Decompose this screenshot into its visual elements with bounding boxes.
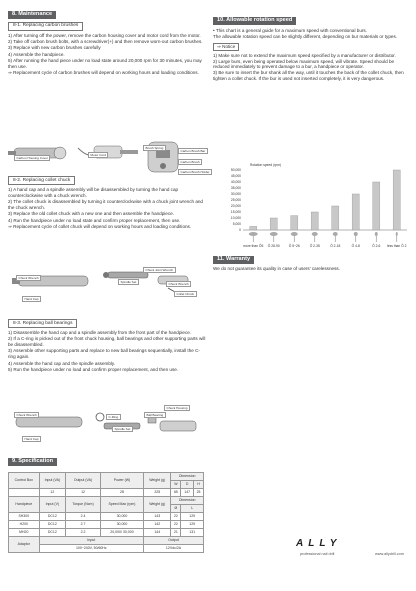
brand-website: www.allydrill.com — [375, 552, 404, 556]
bur-head-icon — [312, 232, 318, 236]
bearings-step: 3) Assemble other supporting parts and replace to new ball bearings sequentially, install the C-ring again. — [8, 348, 200, 360]
chart-bar — [373, 182, 380, 230]
chart-bar — [393, 170, 400, 230]
rotation-intro-2: The allowable rotation speed can be slightly different, depending on bur materials or types. — [213, 33, 398, 39]
table-cell: Output — [144, 537, 204, 545]
collet-steps — [8, 187, 206, 224]
y-tick-label: 40,000 — [230, 180, 241, 185]
table-cell: Adaptor — [9, 537, 40, 553]
x-tick-label: more than Ô5 — [243, 244, 264, 248]
carbon-step: 4) Assemble the handpiece. — [8, 51, 65, 57]
table-cell: D — [181, 481, 194, 489]
table-cell: 25 — [194, 489, 204, 497]
x-tick-label: less than Ô 2 — [387, 244, 407, 248]
x-tick-label: Ô 2-6 — [372, 244, 381, 248]
table-cell: H — [194, 481, 204, 489]
table-cell: 2.7 — [66, 521, 101, 529]
table-cell: Input (V) — [39, 497, 66, 513]
table-cell: DC12 — [39, 513, 66, 521]
table-row — [9, 489, 204, 497]
chart-bar — [250, 226, 257, 230]
table-cell: Dimension — [171, 497, 204, 505]
bur-head-icon — [270, 232, 278, 236]
collet-step: 2) The collet chuck is disassembled by turning it counterclockwise with a chuck joint wrench and the chuck wrench. — [8, 199, 203, 211]
carbon-step: 1) After turning off the power, remove the carbon housing cover and motor cord from the motor. — [8, 32, 201, 38]
bearings-step: 5) Run the handpiece under no load and confirm proper replacement, and then use. — [8, 366, 179, 372]
label-chuck-wrench: Chuck Wrench — [16, 275, 41, 281]
label-carbon-brush-bar: Carbon Brush Bar — [178, 148, 208, 154]
notice-label: ⇒ Notice — [213, 43, 239, 51]
chart-bar — [352, 194, 359, 230]
table-row — [9, 473, 204, 481]
label-chuck-wrench-2: Chuck Wrench — [166, 281, 191, 287]
chart-x-axis — [243, 232, 406, 248]
table-cell: Control Box — [9, 473, 40, 489]
bearings-section — [8, 316, 206, 373]
y-tick-label: 25,000 — [230, 198, 241, 203]
table-cell: 22 — [171, 521, 181, 529]
table-cell: 21 — [171, 529, 181, 537]
label-bearing-chuck-wrench: Chuck Wrench — [14, 412, 39, 418]
warranty-title: 11. Warranty — [213, 256, 254, 264]
note-arrow-icon: ⇒ — [8, 70, 14, 76]
rotation-speed-chart — [213, 160, 411, 256]
bearings-step: 2) If a C-ring is picked out of the front chuck housing, ball bearings and other supporting parts will be disassembled. — [8, 336, 206, 348]
chart-bar — [311, 212, 318, 230]
carbon-step: 2) Take off carbon brush bolts, with a screwdriver(+) and then remove worn-out carbon brushes. — [8, 39, 203, 45]
label-c-ring: C-Ring — [106, 414, 121, 420]
collet-step: 3) Replace the old collet chuck with a new one and then assemble the handpiece. — [8, 211, 174, 217]
table-row — [9, 513, 204, 521]
table-cell: H200 — [9, 521, 40, 529]
note-arrow-icon: ⇒ — [8, 223, 14, 229]
table-cell: W — [171, 481, 181, 489]
notice-item: 2) Large burs, even being operated below maximum speed, will vibrate. Speed should be reduced immediately to prevent damage to a bur, a handpiece or operator. — [213, 58, 395, 70]
notice-item: 1) Make sure not to extend the maximum speed specified by a manufacturer or distributor. — [213, 52, 396, 58]
table-cell: 30,000 — [100, 521, 143, 529]
note-arrow-icon: ⇒ — [217, 43, 223, 49]
y-tick-label: 5,000 — [232, 222, 241, 227]
maintenance-section — [8, 11, 206, 76]
rotation-title: 10. Allowable rotation speed — [213, 17, 296, 25]
spindle-set-image — [103, 272, 148, 278]
table-cell: Input (VA) — [39, 473, 66, 489]
label-collet-chuck: Collet Chuck — [174, 291, 197, 297]
y-tick-label: 10,000 — [230, 216, 241, 221]
table-cell: MH20 — [9, 529, 40, 537]
x-tick-label: Ô 2-35 — [309, 244, 320, 248]
table-cell: Input — [39, 537, 143, 545]
table-row — [9, 497, 204, 505]
label-chuck-joint-wrench: Chuck Joint Wrench — [143, 267, 176, 273]
table-cell: L — [181, 505, 204, 513]
bearings-step: 4) Assemble the hand cap and the spindle assembly. — [8, 360, 116, 366]
bur-head-icon — [333, 232, 338, 236]
brand-logo: ALLY — [296, 538, 342, 549]
label-chuck-housing: Chuck Housing — [164, 405, 190, 411]
table-cell: DC12 — [39, 521, 66, 529]
rotation-section — [213, 17, 411, 82]
table-cell: 12 — [39, 489, 66, 497]
label-hand-cap: Hand Cap — [22, 296, 41, 302]
chart-y-axis — [231, 168, 407, 232]
bearings-step: 1) Disassemble the hand cap and a spindle assembly from the front part of the handpiece. — [8, 329, 192, 335]
table-cell: Dimension — [171, 473, 204, 481]
bur-head-icon — [354, 232, 358, 236]
bearings-steps — [8, 330, 206, 373]
chart-ylabel: Rotation speed (rpm) — [250, 163, 281, 167]
table-cell: 22 — [171, 513, 181, 521]
collet-note: Replacement cycle of collet chuck will depend on working hours and loading conditions. — [13, 223, 192, 229]
table-cell: Weight (g) — [144, 497, 171, 513]
x-tick-label: Ô 2-18 — [330, 244, 341, 248]
notice-list — [213, 53, 411, 83]
table-cell: 129 — [181, 513, 204, 521]
specification-section — [8, 458, 206, 466]
collet-step: 4) Run the handpiece under no load state and confirm proper replacement, then use. — [8, 217, 181, 223]
table-cell — [9, 489, 40, 497]
table-cell: 131 — [181, 529, 204, 537]
bur-head-icon — [375, 232, 378, 236]
y-tick-label: 30,000 — [230, 192, 241, 197]
carbon-step: 3) Replace with new carbon brushes carefully — [8, 45, 101, 51]
label-carbon-brush: Carbon Brush — [178, 159, 202, 165]
label-ball-bearing: Ball Bearing — [144, 412, 166, 418]
carbon-step: 5) After running the hand piece under no load state around 20,000 rpm for 30 minutes, you may then use. — [8, 58, 202, 69]
y-tick-label: 45,000 — [230, 174, 241, 179]
y-tick-label: 35,000 — [230, 186, 241, 191]
label-carbon-housing-cover: Carbon Housing Cover — [14, 155, 50, 161]
maintenance-title: 8. Maintenance — [8, 11, 56, 19]
table-cell: Torque (Ncm) — [66, 497, 101, 513]
table-cell: 143 — [144, 513, 171, 521]
table-row — [9, 521, 204, 529]
spec-table — [8, 472, 204, 553]
table-cell: 12 — [66, 489, 101, 497]
table-cell: SH300 — [9, 513, 40, 521]
table-cell: 225 — [144, 489, 171, 497]
label-bearing-hand-cap: Hand Cap — [22, 436, 41, 442]
x-tick-label: Ô 5~26 — [288, 244, 300, 248]
table-cell: 65 — [171, 489, 181, 497]
bearing-handpiece-image — [16, 417, 82, 427]
y-tick-label: 15,000 — [230, 210, 241, 215]
warranty-text: We do not guarantee its quality in case of users' carelessness. — [213, 265, 340, 271]
chart-bar — [332, 206, 339, 230]
table-cell: Handpiece — [9, 497, 40, 513]
bur-head-icon — [396, 232, 398, 236]
bur-head-icon — [291, 232, 298, 236]
bur-head-icon — [249, 232, 258, 236]
rotation-intro-1: • This chart is a general guide for a maximum speed with conventional burs. — [213, 27, 367, 33]
table-cell: 2.4 — [66, 513, 101, 521]
table-row — [9, 537, 204, 545]
label-carbon-brush-holder: Carbon Brush Holder — [178, 169, 212, 175]
table-cell: Ø — [171, 505, 181, 513]
table-cell: 100~240V, 50/60Hz — [39, 545, 143, 553]
carbon-subtitle: 8-1. Replacing carbon brushes — [8, 22, 83, 31]
x-tick-label: Ô 4-8 — [351, 244, 360, 248]
chart-bar — [270, 218, 277, 230]
table-cell: Output (VA) — [66, 473, 101, 489]
specification-title: 9. Specification — [8, 458, 57, 466]
table-cell: Speed Max (rpm) — [100, 497, 143, 513]
table-cell: 147 — [181, 489, 194, 497]
y-tick-label: 50,000 — [230, 168, 241, 173]
carbon-note: Replacement cycle of carbon brushes will depend on working hours and loading conditions. — [13, 70, 199, 76]
table-cell: Power (W) — [100, 473, 143, 489]
bearings-subtitle: 8-3. Replacing ball bearings — [8, 319, 77, 328]
label-bearing-spindle-set: Spindle Set — [112, 426, 133, 432]
table-cell: 144 — [144, 529, 171, 537]
table-cell: DC12 — [39, 529, 66, 537]
collet-subtitle: 8-2. Replacing collet chuck — [8, 176, 75, 185]
warranty-section — [213, 256, 411, 272]
label-motor-cord: Motor Cord — [88, 152, 108, 158]
table-cell: 12Vdc/2A — [144, 545, 204, 553]
collet-step: 1) A hand cap and a spindle assembly will be disassembled by turning the hand cap counterclockwise with a chuck wrench. — [8, 186, 179, 198]
brand-tagline: professional nail drill — [300, 552, 335, 556]
chart-bar — [291, 216, 298, 230]
table-cell: Weight (g) — [144, 473, 171, 489]
collet-section — [8, 173, 206, 230]
table-cell: 28 — [100, 489, 143, 497]
table-cell: 20,000/ 30,000 — [100, 529, 143, 537]
table-cell: 142 — [144, 521, 171, 529]
y-tick-label: 20,000 — [230, 204, 241, 209]
table-cell: 129 — [181, 521, 204, 529]
label-brush-spring: Brush Spring — [143, 145, 166, 151]
y-tick-label: 0 — [239, 228, 241, 233]
label-spindle-set: Spindle Set — [118, 279, 139, 285]
notice-item: 3) Be sure to insert the bur shank all the way, until it touches the back of the collet chuck, then tighten a collet chuck. If the bur is used not inserted completely, it is very dangerous. — [213, 70, 404, 82]
table-cell: 2.2 — [66, 529, 101, 537]
x-tick-label: Ô 28-90 — [267, 244, 280, 248]
table-cell: 30,000 — [100, 513, 143, 521]
carbon-steps — [8, 33, 206, 70]
chart-bars — [250, 170, 401, 230]
table-row — [9, 529, 204, 537]
